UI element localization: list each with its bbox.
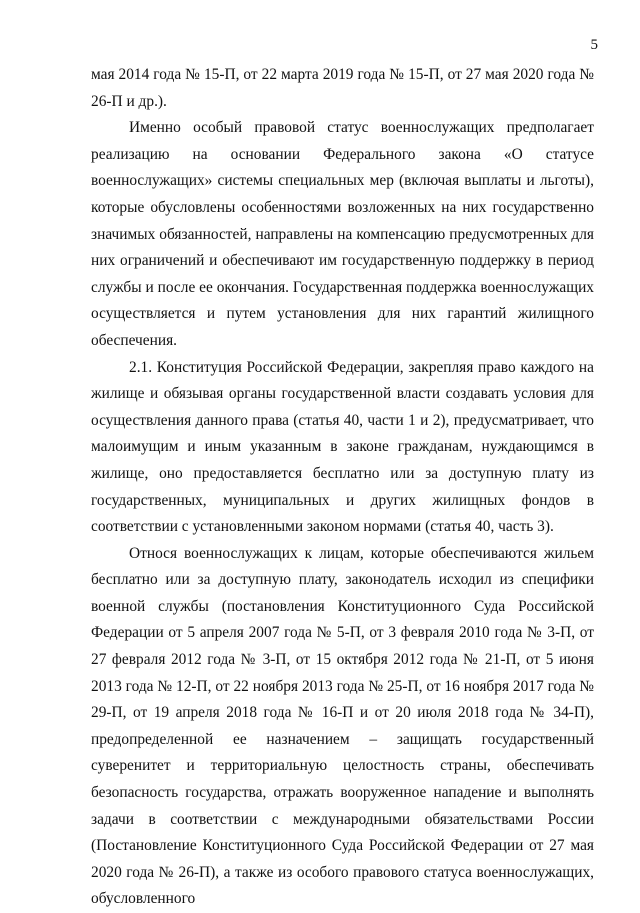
paragraph-military-housing: Относя военнослужащих к лицам, которые обеспечиваются жильем бесплатно или за доступную плату, законодатель исходил из специфики военной службы (постановления Конституционного Суда Российской Федерации от 5 апреля 2007 года № 5-П, от 3 февраля 2010 года № 3-П, от 27 февраля 2012 года № 3-П, от 15 октября 2012 года № 21-П, от 5 июня 2013 года № 12-П, от 22 ноября 2013 года № 25-П, от 16 ноября 2017 года № 29-П, от 19 апреля 2018 года № 16-П и от 20 июля 2018 года № 34-П), предопределенной ее назначением – защищать государственный суверенитет и территориальную целостность страны, обеспечивать безопасность государства, отражать вооруженное нападение и выполнять задачи в соответствии с международными обязательствами России (Постановление Конституционного Суда Российской Федерации от 27 мая 2020 года № 26-П), а также из особого правового статуса военнослужащих, обусловленного [91,544,594,908]
page-number: 5 [590,37,598,53]
paragraph-legal-status: Именно особый правовой статус военнослужащих предполагает реализацию на основании Федерального закона «О статусе военнослужащих» системы специальных мер (включая выплаты и льготы), которые обусловлены особенностями возложенных на них государственно значимых обязанностей, направлены на компенсацию предусмотренных для них ограничений и обеспечивают им государственную поддержку в период службы и после ее окончания. Государственная поддержка военнослужащих осуществляется и путем установления для них гарантий жилищного обеспечения. [91,119,594,349]
paragraph-continuation: мая 2014 года № 15-П, от 22 марта 2019 года № 15-П, от 27 мая 2020 года № 26-П и др.). [91,66,594,110]
document-body [91,62,594,913]
paragraph-section-2-1: 2.1. Конституция Российской Федерации, закрепляя право каждого на жилище и обязывая органы государственной власти создавать условия для осуществления данного права (статья 40, части 1 и 2), предусматривает, что малоимущим и иным указанным в законе гражданам, нуждающимся в жилище, оно предоставляется бесплатно или за доступную плату из государственных, муниципальных и других жилищных фондов в соответствии с установленными законом нормами (статья 40, часть 3). [91,358,594,536]
